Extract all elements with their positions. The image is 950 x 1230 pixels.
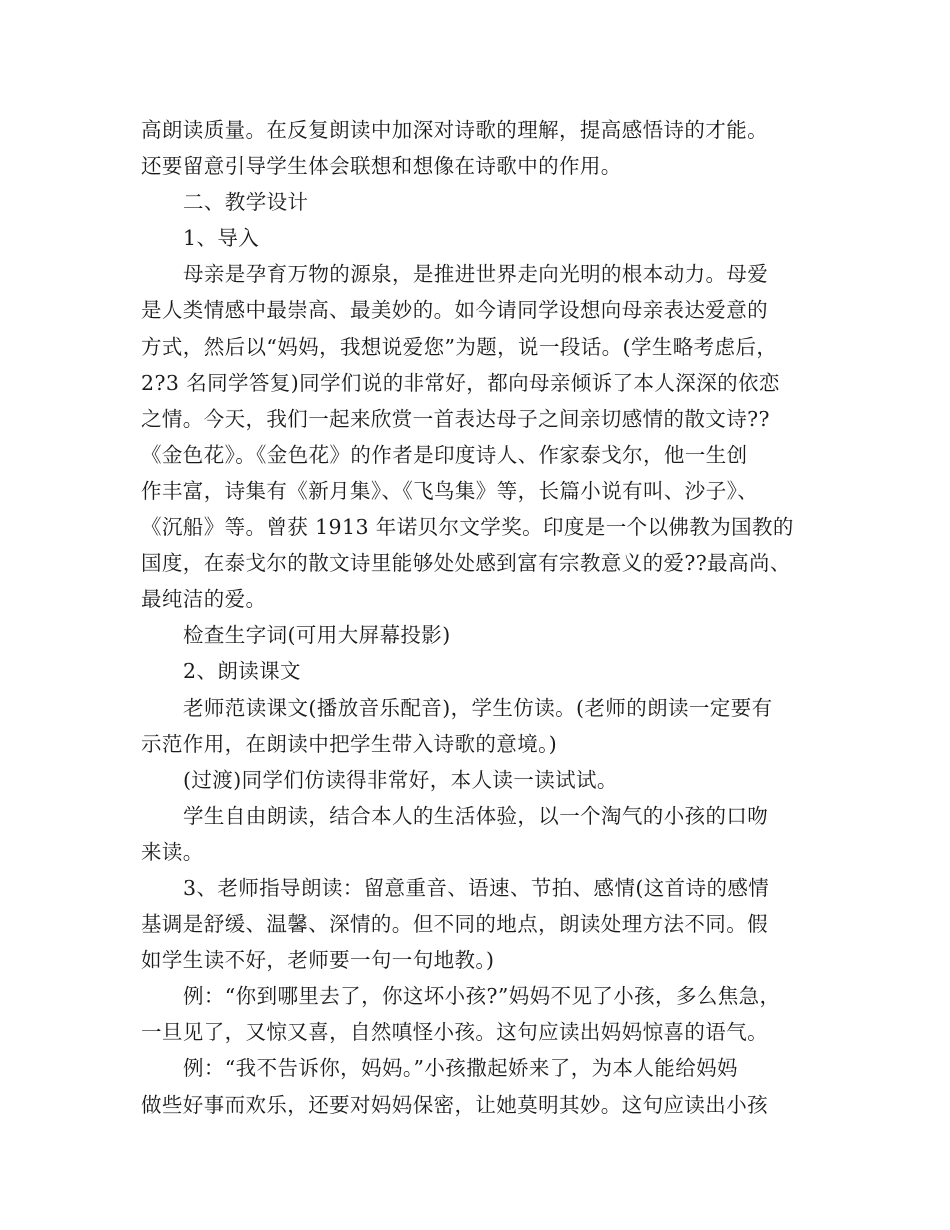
text-line: 2、朗读课文 (183, 659, 301, 684)
text-line: 《沉船》等。曾获 1913 年诺贝尔文学奖。印度是一个以佛教为国教的 (141, 515, 794, 540)
text-line: 《金色花》。《金色花》的作者是印度诗人、作家泰戈尔，他一生创 (141, 442, 748, 467)
text-line: 1、导入 (183, 226, 260, 251)
text-line: 做些好事而欢乐，还要对妈妈保密，让她莫明其妙。这句应读出小孩 (141, 1092, 768, 1117)
text-line: 还要留意引导学生体会联想和想像在诗歌中的作用。 (141, 154, 622, 179)
text-line: 3、老师指导朗读：留意重音、语速、节拍、感情(这首诗的感情 (183, 875, 770, 900)
text-line: 一旦见了，又惊又喜，自然嗔怪小孩。这句应读出妈妈惊喜的语气。 (141, 1020, 768, 1045)
text-line: 示范作用，在朗读中把学生带入诗歌的意境。) (141, 731, 558, 756)
text-line: 最纯洁的爱。 (141, 587, 267, 612)
text-line: 二、教学设计 (183, 190, 309, 215)
text-line: 2?3 名同学答复)同学们说的非常好，都向母亲倾诉了本人深深的依恋 (141, 370, 780, 395)
text-line: 高朗读质量。在反复朗读中加深对诗歌的理解，提高感悟诗的才能。 (141, 118, 768, 142)
text-line: 学生自由朗读，结合本人的生活体验，以一个淘气的小孩的口吻 (183, 803, 769, 828)
text-line: 作丰富，诗集有《新月集》、《飞鸟集》等，长篇小说有叫、沙子》、 (141, 478, 759, 503)
text-line: 例：“你到哪里去了，你这坏小孩?”妈妈不见了小孩，多么焦急， (183, 984, 781, 1009)
text-line: 老师范读课文(播放音乐配音)，学生仿读。(老师的朗读一定要有 (183, 695, 773, 720)
text-line: 例：“我不告诉你，妈妈。”小孩撒起娇来了，为本人能给妈妈 (183, 1056, 738, 1081)
text-line: 方式，然后以“妈妈，我想说爱您”为题，说一段话。(学生略考虑后， (141, 334, 778, 359)
text-line: (过渡)同学们仿读得非常好，本人读一读试试。 (183, 767, 618, 792)
text-line: 如学生读不好，老师要一句一句地教。) (141, 948, 495, 973)
document-body (141, 112, 841, 1123)
text-line: 国度，在泰戈尔的散文诗里能够处处感到富有宗教意义的爱??最高尚、 (141, 551, 791, 576)
text-line: 基调是舒缓、温馨、深情的。但不同的地点，朗读处理方法不同。假 (141, 912, 768, 937)
text-line: 是人类情感中最崇高、最美妙的。如今请同学设想向母亲表达爱意的 (141, 298, 768, 323)
text-line: 检查生字词(可用大屏幕投影) (183, 623, 451, 648)
text-line: 来读。 (141, 839, 204, 864)
text-line: 之情。今天，我们一起来欣赏一首表达母子之间亲切感情的散文诗?? (141, 406, 770, 431)
text-line: 母亲是孕育万物的源泉，是推进世界走向光明的根本动力。母爱 (183, 262, 769, 287)
